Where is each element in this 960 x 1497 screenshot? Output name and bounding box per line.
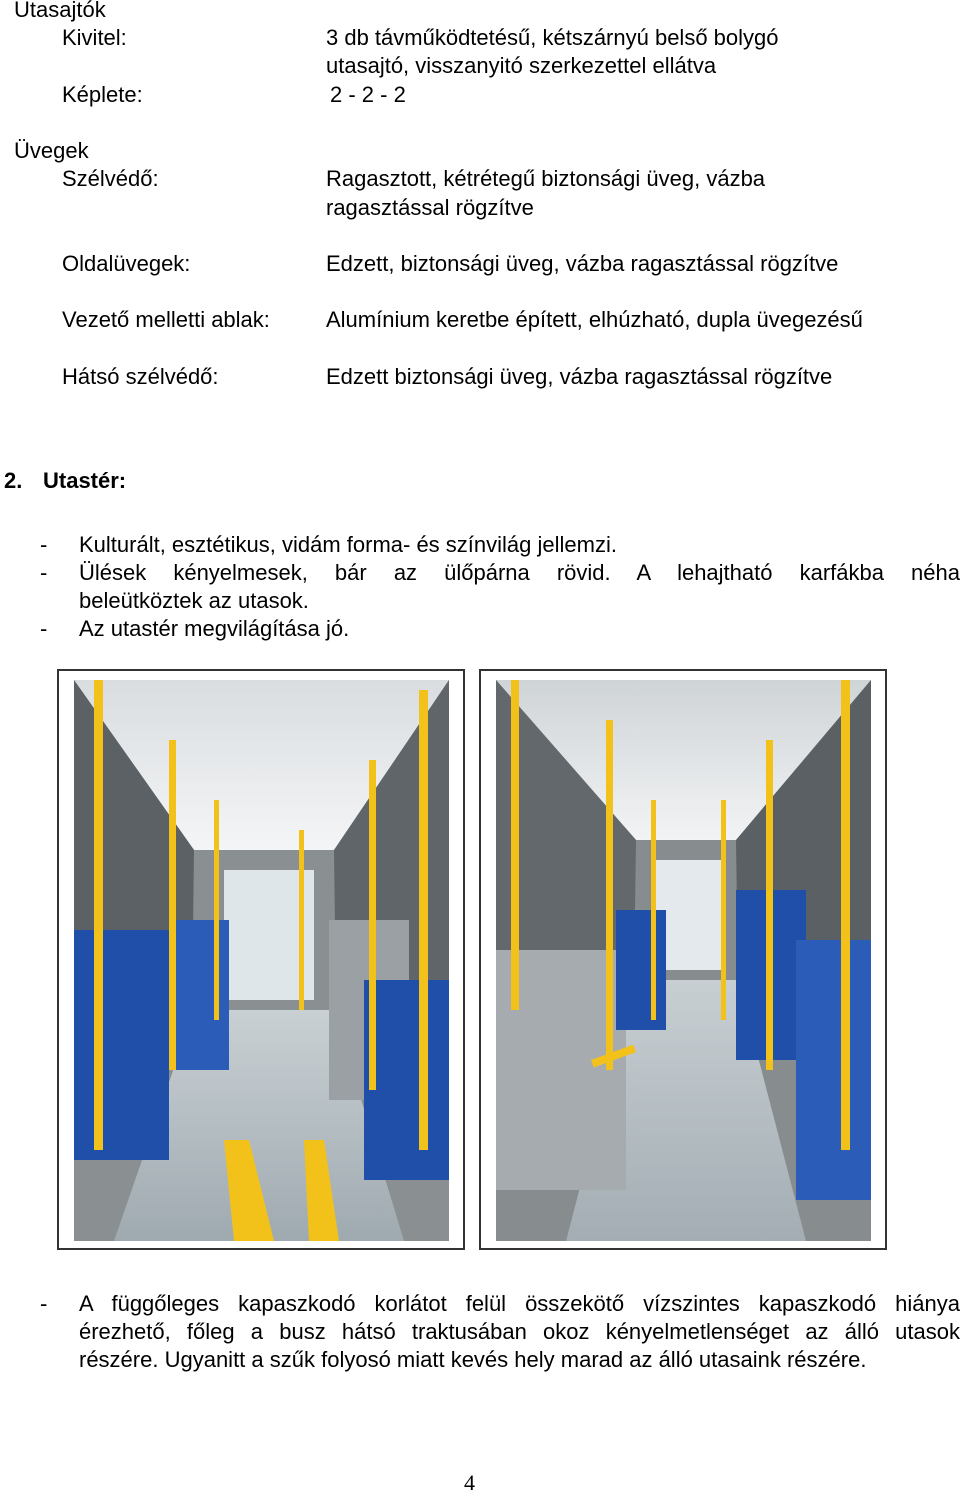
glass-side-label: Oldalüvegek: <box>62 251 191 276</box>
bullet-dash: - <box>40 532 48 557</box>
page-number: 4 <box>464 1470 475 1495</box>
doors-kivitel-value-line-2: utasajtó, visszanyitó szerkezettel ellátva <box>326 53 717 78</box>
doors-heading: Utasajtók <box>14 0 106 22</box>
closing-bullet-line-1: A függőleges kapaszkodó korlátot felül összekötő vízszintes kapaszkodó hiánya <box>79 1291 960 1316</box>
glass-windshield-value-line-2: ragasztással rögzítve <box>326 195 534 220</box>
bullet-2-line-2: beleütköztek az utasok. <box>79 588 309 613</box>
photo-frame-left <box>57 669 465 1250</box>
glass-heading: Üvegek <box>14 138 89 163</box>
photo-frame-right <box>479 669 887 1250</box>
glass-side-value: Edzett, biztonsági üveg, vázba ragasztással rögzítve <box>326 251 839 276</box>
bus-interior-photo-front-view <box>74 680 449 1241</box>
glass-windshield-value-line-1: Ragasztott, kétrétegű biztonsági üveg, vázba <box>326 166 766 191</box>
section-title: Utastér: <box>43 468 127 493</box>
bullet-dash: - <box>40 1291 48 1316</box>
closing-bullet-line-2: érezhető, főleg a busz hátsó traktusában okoz kényelmetlenséget az álló utasok <box>79 1319 960 1344</box>
section-number: 2. <box>4 468 23 493</box>
bus-interior-photo-rear-view <box>496 680 871 1241</box>
glass-driver-window-value: Alumínium keretbe épített, elhúzható, dupla üvegezésű <box>326 307 863 332</box>
glass-rear-value: Edzett biztonsági üveg, vázba ragasztással rögzítve <box>326 364 833 389</box>
glass-driver-window-label: Vezető melletti ablak: <box>62 307 270 332</box>
doors-keplete-value: 2 - 2 - 2 <box>330 82 406 107</box>
glass-windshield-label: Szélvédő: <box>62 166 159 191</box>
doors-kivitel-value-line-1: 3 db távműködtetésű, kétszárnyú belső bolygó <box>326 25 779 50</box>
bullet-3-line-1: Az utastér megvilágítása jó. <box>79 616 350 641</box>
bullet-1-line-1: Kulturált, esztétikus, vidám forma- és színvilág jellemzi. <box>79 532 617 557</box>
bullet-dash: - <box>40 560 48 585</box>
closing-bullet-line-3: részére. Ugyanitt a szűk folyosó miatt kevés hely marad az álló utasaink részére. <box>79 1347 867 1372</box>
doors-kivitel-label: Kivitel: <box>62 25 127 50</box>
glass-rear-label: Hátsó szélvédő: <box>62 364 219 389</box>
doors-keplete-label: Képlete: <box>62 82 143 107</box>
bullet-2-line-1: Ülések kényelmesek, bár az ülőpárna rövid. A lehajtható karfákba néha <box>79 560 960 585</box>
bullet-dash: - <box>40 616 48 641</box>
